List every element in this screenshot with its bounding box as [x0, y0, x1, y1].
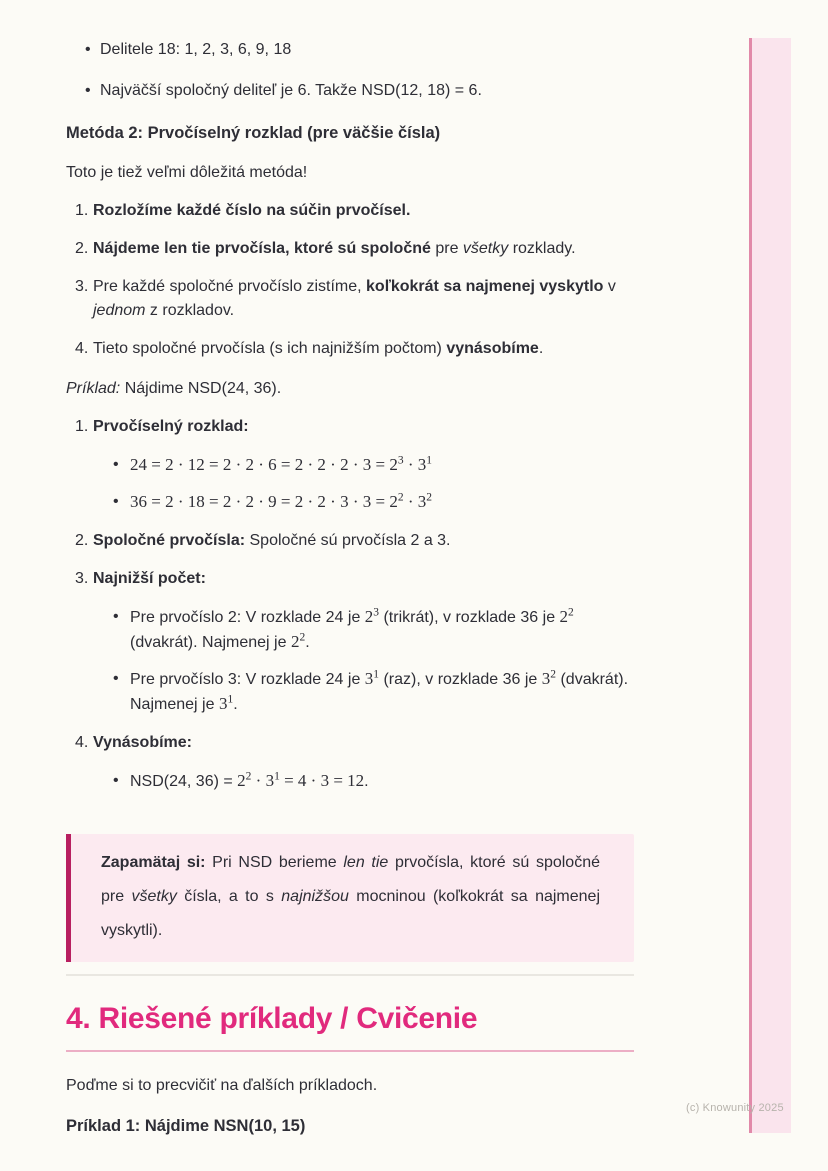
step-label: Spoločné prvočísla: Spoločné sú prvočísla 2 a 3. [93, 532, 451, 549]
remember-callout [66, 834, 634, 962]
step-label: Najnižší počet: [93, 570, 206, 587]
step-label: Prvočíselný rozklad: [93, 418, 249, 435]
highlight-strip [749, 38, 791, 1133]
page-content [66, 0, 634, 1138]
step-label: Vynásobíme: [93, 734, 192, 751]
list-item: Rozložíme každé číslo na súčin prvočísel. [93, 202, 411, 219]
list-item: Nájdeme len tie prvočísla, ktoré sú spoločné pre všetky rozklady. [93, 240, 576, 257]
solved-steps-list [66, 415, 634, 794]
list-item [66, 529, 634, 553]
example-intro: Príklad: Nájdime NSD(24, 36). [66, 380, 282, 397]
list-item: Pre každé spoločné prvočíslo zistíme, koľkokrát sa najmenej vyskytlo v jednom z rozkladov. [93, 278, 616, 319]
lowest-count-list [93, 605, 634, 717]
result-list [93, 769, 634, 794]
list-item: • Najväčší spoločný deliteľ je 6. Takže NSD(12, 18) = 6. [66, 79, 634, 103]
practice-intro: Poďme si to precvičiť na ďalších príkladoch. [66, 1077, 378, 1094]
method-steps-list [66, 199, 634, 361]
math-line: • $36 = 2 \cdot 18 = 2 \cdot 2 \cdot 9 = 2 \cdot 2 \cdot 3 \cdot 3 = 2^2 \cdot 3^2$ [113, 490, 634, 515]
list-item [66, 731, 634, 794]
copyright-watermark: (c) Knowunity 2025 [686, 1102, 784, 1114]
list-item [66, 415, 634, 515]
list-item: Tieto spoločné prvočísla (s ich najnižším počtom) vynásobíme. [93, 340, 544, 357]
list-item: • Delitele 18: 1, 2, 3, 6, 9, 18 [66, 38, 634, 62]
method-2-note: Toto je tiež veľmi dôležitá metóda! [66, 164, 308, 181]
section-heading: 4. Riešené príklady / Cvičenie [66, 1000, 634, 1052]
math-line: • NSD(24, $36) = 2^2 \cdot 3^1 = 4 \cdot 3 = 12$. [113, 769, 634, 794]
example-1-heading: Príklad 1: Nájdime NSN(10, 15) [66, 1117, 306, 1135]
factorization-list [93, 453, 634, 515]
sub-list-item: • Pre prvočíslo 2: V rozklade 24 je $2^3$ (trikrát), v rozklade 36 je $2^2$ (dvakrát). Najmenej je $2^2$. [113, 605, 634, 655]
list-item [66, 567, 634, 717]
math-line: • $24 = 2 \cdot 12 = 2 \cdot 2 \cdot 6 = 2 \cdot 2 \cdot 2 \cdot 3 = 2^3 \cdot 3^1$ [113, 453, 634, 478]
sub-list-item: • Pre prvočíslo 3: V rozklade 24 je $3^1$ (raz), v rozklade 36 je $3^2$ (dvakrát). Najmenej je $3^1$. [113, 667, 634, 717]
section-divider [66, 974, 634, 976]
callout-text: Zapamätaj si: Pri NSD berieme len tie prvočísla, ktoré sú spoločné pre všetky čísla, a to s najnižšou mocninou (koľkokrát sa najmenej vyskytli). [101, 854, 601, 939]
method-2-heading: Metóda 2: Prvočíselný rozklad (pre väčšie čísla) [66, 124, 441, 142]
divisor-summary-list [66, 38, 634, 103]
